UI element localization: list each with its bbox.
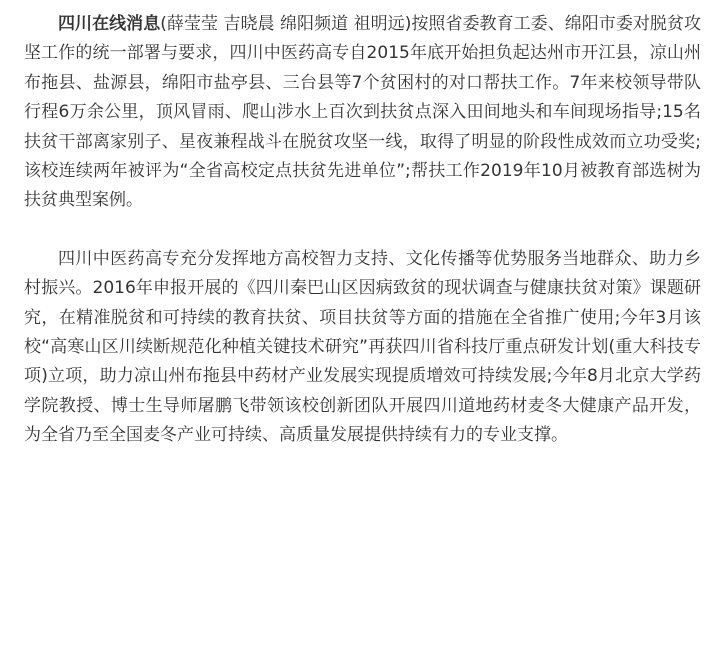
article-paragraph-1 <box>24 10 701 216</box>
paragraph-1-text: (薛莹莹 吉晓晨 绵阳频道 祖明远)按照省委教育工委、绵阳市委对脱贫攻坚工作的统一部署与要求，四川中医药高专自2015年底开始担负起达州市开江县，凉山州布拖县、盐源县，绵阳市盐亭县、三台县等7个贫困村的对口帮扶工作。7年来校领导带队行程6万余公里，顶风冒雨、爬山涉水上百次到扶贫点深入田间地头和车间现场指导;15名扶贫干部离家别子、星夜兼程战斗在脱贫攻坚一线，取得了明显的阶段性成效而立功受奖;该校连续两年被评为“全省高校定点扶贫先进单位”;帮扶工作2019年10月被教育部选树为扶贫典型案例。 <box>24 14 701 211</box>
article-paragraph-2 <box>24 245 701 451</box>
news-source-lead: 四川在线消息 <box>58 14 161 34</box>
paragraph-2-text: 四川中医药高专充分发挥地方高校智力支持、文化传播等优势服务当地群众、助力乡村振兴。2016年申报开展的《四川秦巴山区因病致贫的现状调查与健康扶贫对策》课题研究，在精准脱贫和可持续的教育扶贫、项目扶贫等方面的措施在全省推广使用;今年3月该校“高寒山区川续断规范化种植关键技术研究”再获四川省科技厅重点研发计划(重大科技专项)立项，助力凉山州布拖县中药材产业发展实现提质增效可持续发展;今年8月北京大学药学院教授、博士生导师屠鹏飞带领该校创新团队开展四川道地药材麦冬大健康产品开发，为全省乃至全国麦冬产业可持续、高质量发展提供持续有力的专业支撑。 <box>24 248 701 446</box>
